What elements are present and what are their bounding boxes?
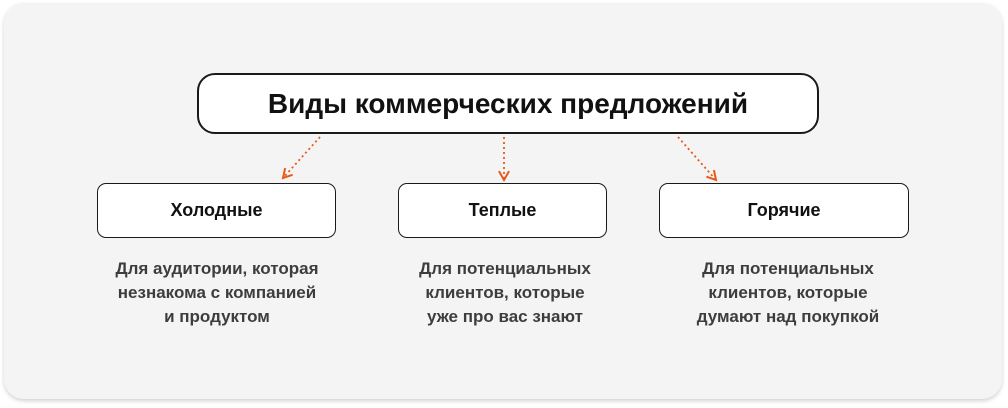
category-box-warm — [398, 183, 607, 238]
arrow-to-hot — [678, 137, 716, 180]
category-box-hot — [659, 183, 909, 238]
category-description-warm: Для потенциальных клиентов, которые уже про вас знают — [419, 259, 591, 326]
arrow-to-cold — [283, 137, 320, 178]
category-description-cold: Для аудитории, которая незнакома с компанией и продуктом — [115, 259, 319, 326]
category-label-warm: Теплые — [468, 200, 537, 220]
diagram-title: Виды коммерческих предложений — [267, 87, 749, 119]
category-box-cold — [97, 183, 336, 238]
diagram-title-box — [197, 73, 819, 134]
category-label-cold: Холодные — [170, 200, 263, 220]
category-description-hot: Для потенциальных клиентов, которые думают над покупкой — [696, 259, 880, 326]
category-label-hot: Горячие — [747, 200, 821, 220]
